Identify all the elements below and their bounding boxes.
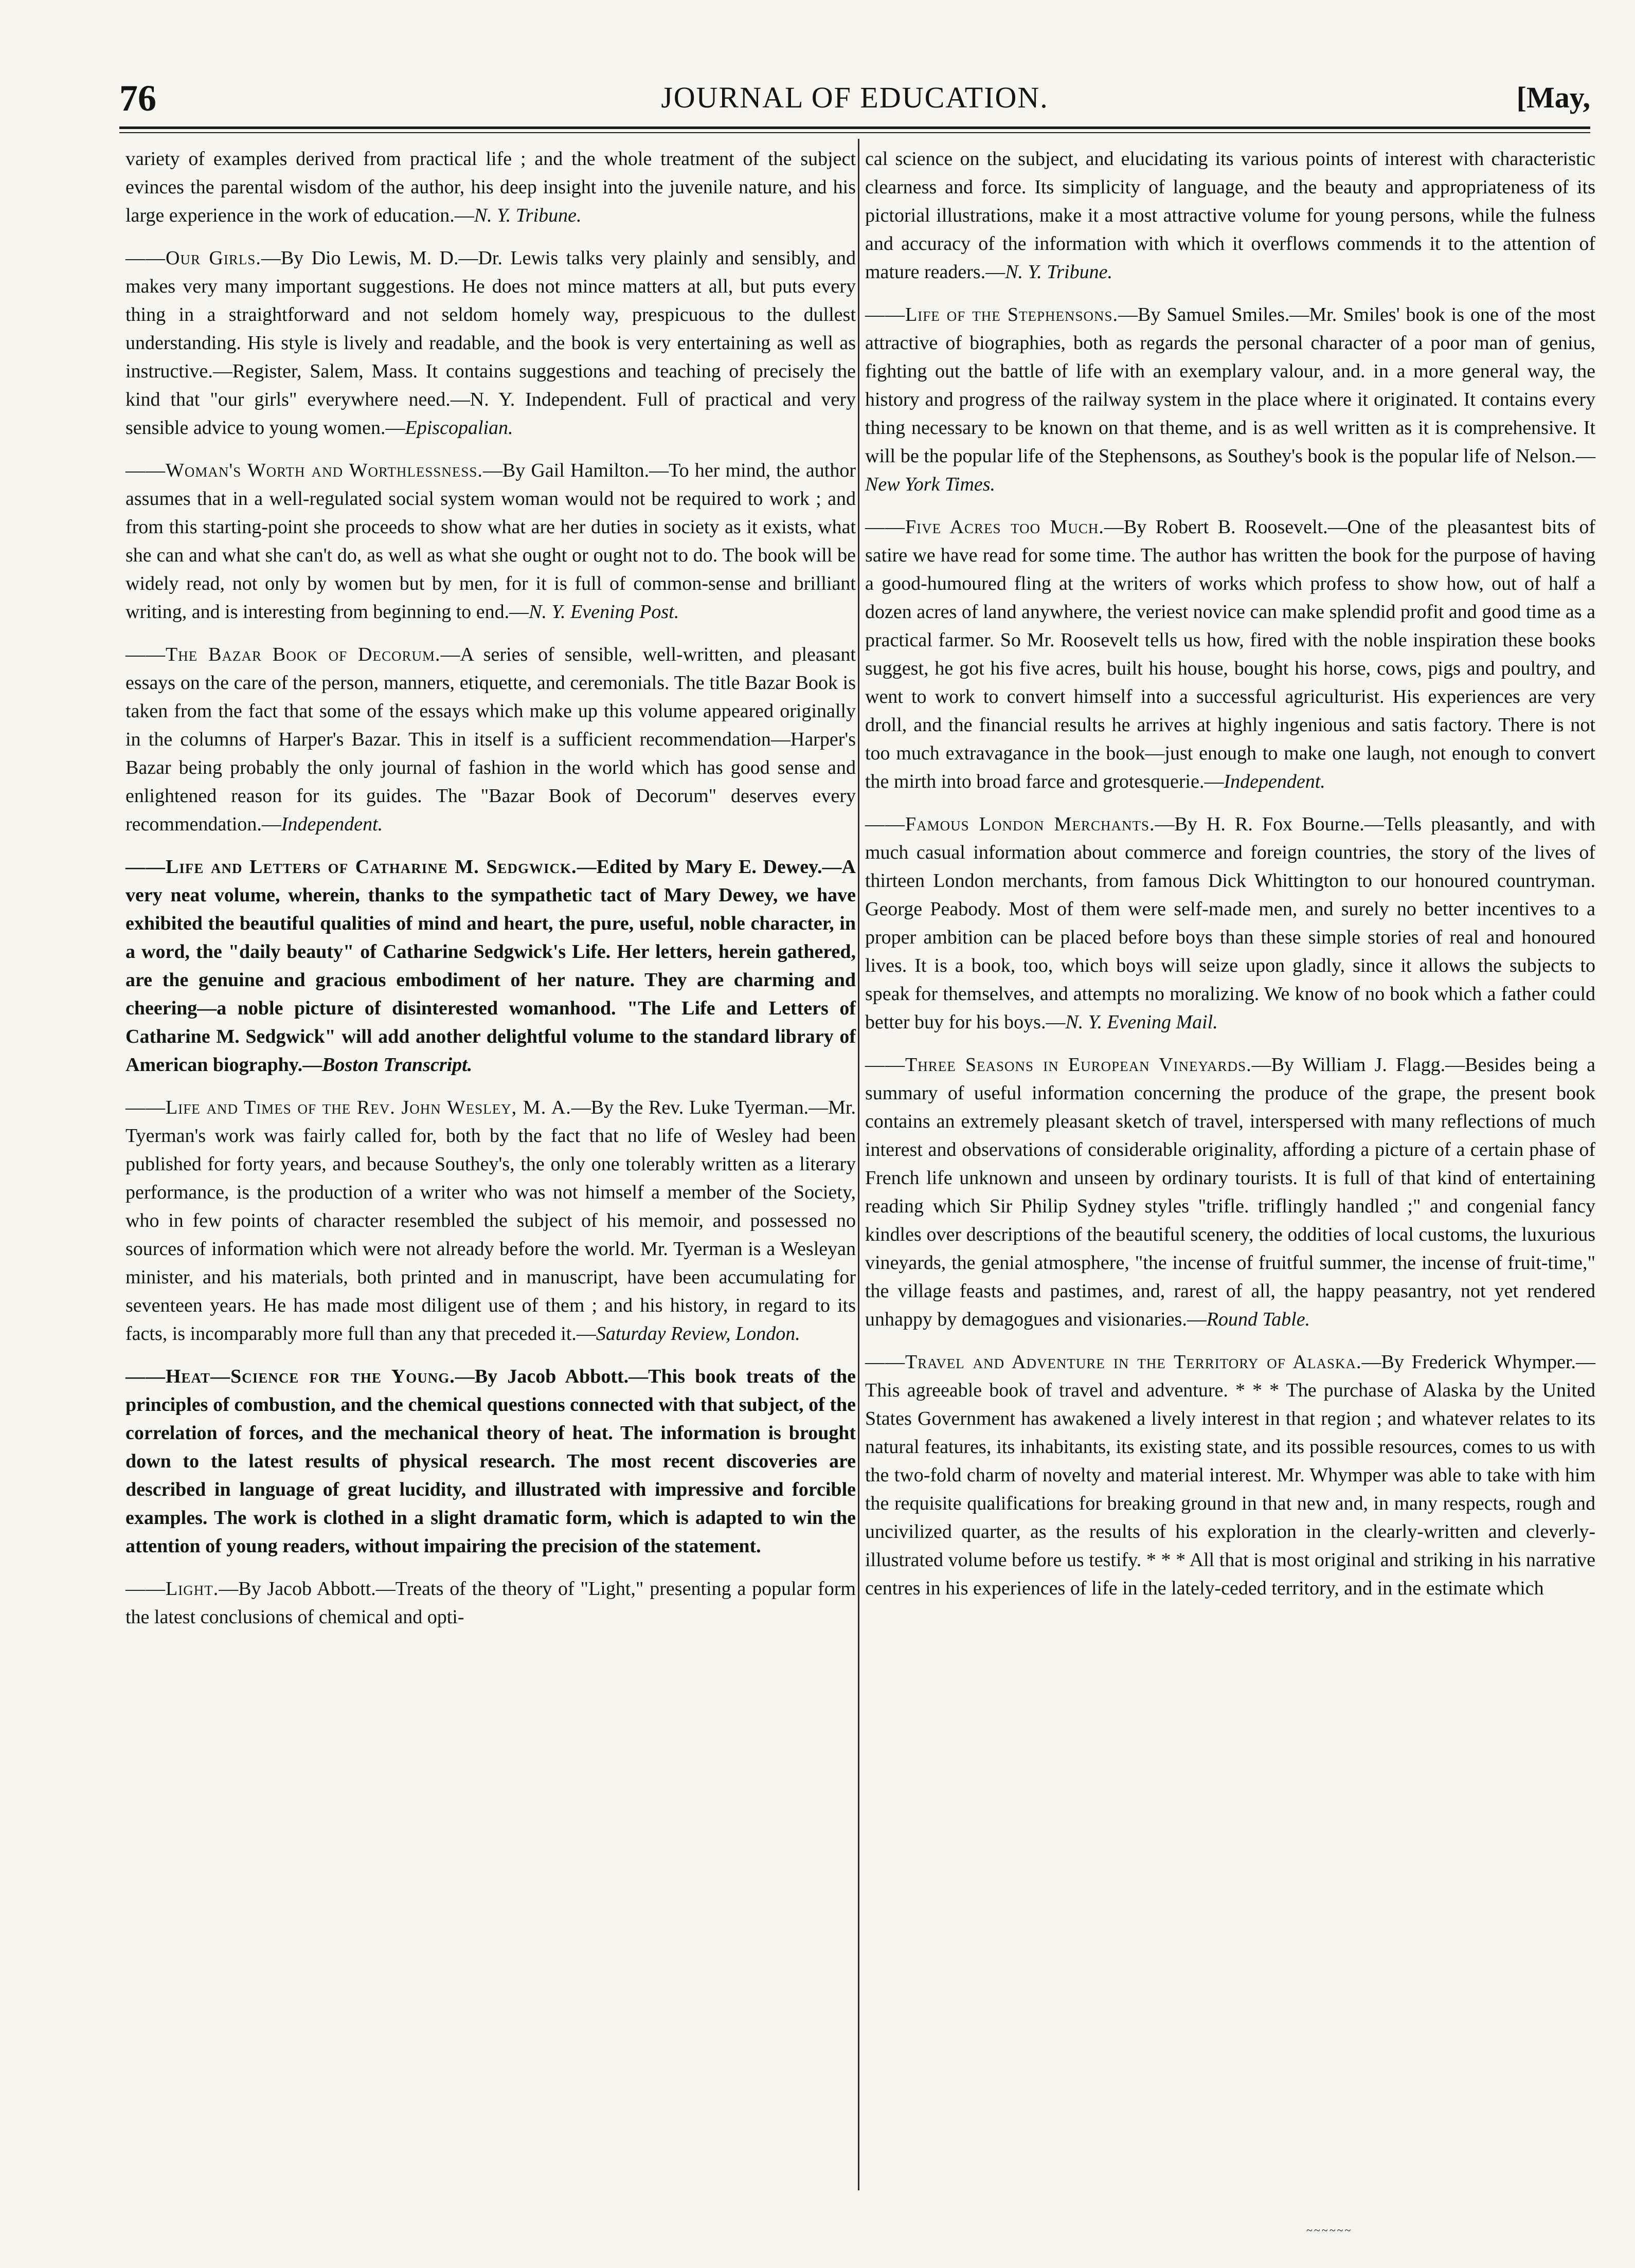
review-text: —A series of sensible, well-written, and pleasant essays on the care of the person, manners, etiquette, and ceremonials. The title Bazar Book is taken from the fact that some of the essays which make up this volume appeared originally in the columns of Harper's Bazar. This in itself is a sufficient recommendation—Harper's Bazar being probably the only journal of fashion in the world which has good sense and enlightened reason for its guides. The "Bazar Book of Decorum" deserves every recommendation.— xyxy=(125,644,856,835)
review-heading: ——Heat—Science for the Young. xyxy=(125,1366,455,1387)
page-number: 76 xyxy=(119,78,156,119)
left-column xyxy=(125,145,856,1646)
journal-title: JOURNAL OF EDUCATION. xyxy=(661,81,1049,114)
review-source: N. Y. Evening Post. xyxy=(529,601,679,623)
review-heading: ——Our Girls. xyxy=(125,247,261,269)
review-entry xyxy=(125,1363,856,1561)
review-heading: ——Light. xyxy=(125,1578,219,1600)
review-entry xyxy=(125,1094,856,1348)
review-heading: ——Woman's Worth and Worthlessness. xyxy=(125,460,483,481)
review-heading: ——Life and Times of the Rev. John Wesley, M. A. xyxy=(125,1097,571,1118)
review-text: cal science on the subject, and elucidating its various points of interest with characteristic clearness and force. Its simplicity of language, and the beauty and appropriateness of its pictorial illustrations, make it a most attractive volume for young persons, while the fulness and accuracy of the information with which it overflows commends it to the attention of mature readers.— xyxy=(865,148,1595,283)
review-source: N. Y. Tribune. xyxy=(474,205,582,226)
review-text: —By William J. Flagg.—Besides being a summary of useful information concerning the produce of the grape, the present book contains an extremely pleasant sketch of travel, interspersed with many reflections of much interest and observations of considerable originality, affording a picture of a certain phase of French life unknown and unseen by ordinary tourists. It is full of that kind of entertaining reading which Sir Philip Sydney styles "trifle. triflingly handled ;" and congenial fancy kindles over descriptions of the beautiful scenery, the oddities of local customs, the luxurious vineyards, the genial atmosphere, "the incense of fruitful summer, the incense of fruit-time," the village feasts and pastimes, and, rarest of all, the happy peasantry, not yet rendered unhappy by demagogues and visionaries.— xyxy=(865,1054,1595,1330)
right-column xyxy=(865,145,1595,1617)
review-entry xyxy=(865,1348,1595,1603)
review-entry xyxy=(125,853,856,1079)
review-entry xyxy=(865,513,1595,796)
review-heading: ——Life and Letters of Catharine M. Sedgwick. xyxy=(125,856,577,878)
review-text: —By Robert B. Roosevelt.—One of the pleasantest bits of satire we have read for some time. The author has written the book for the purpose of having a good-humoured fling at the writers of works which profess to show how, out of half a dozen acres of land anywhere, the veriest novice can make splendid profit and good time as a practical farmer. So Mr. Roosevelt tells us how, fired with the noble inspiration these books suggest, he got his five acres, built his house, bought his horse, cows, pigs and poultry, and went to work to convert himself into a successful agriculturist. His experiences are very droll, and the financial results he arrives at highly ingenious and satis factory. There is not too much extravagance in the book—just enough to make one laugh, not enough to convert the mirth into broad farce and grotesquerie.— xyxy=(865,516,1595,792)
issue-month: [May, xyxy=(1516,81,1590,114)
review-text: —By Frederick Whymper.—This agreeable book of travel and adventure. * * * The purchase of Alaska by the United States Government has awakened a lively interest in that region ; and whatever relates to its natural features, its inhabitants, its existing state, and its possible resources, comes to us with the two-fold charm of novelty and material interest. Mr. Whymper was able to take with him the requisite qualifications for breaking ground in that new and, in many respects, rough and uncivilized quarter, as the results of his exploration in the clearly-written and cleverly-illustrated volume before us testify. * * * All that is most original and striking in his narrative centres in his experiences of life in the lately-ceded territory, and in the estimate which xyxy=(865,1351,1595,1599)
review-text: —By Jacob Abbott.—This book treats of the principles of combustion, and the chemical questions connected with that subject, of the correlation of forces, and the mechanical theory of heat. The information is brought down to the latest results of physical research. The most recent discoveries are described in language of great lucidity, and illustrated with impressive and forcible examples. The work is clothed in a slight dramatic form, which is adapted to win the attention of young readers, without impairing the precision of the statement. xyxy=(125,1366,856,1557)
review-entry xyxy=(125,244,856,442)
review-source: Boston Transcript. xyxy=(322,1054,473,1076)
review-text: —By Gail Hamilton.—To her mind, the author assumes that in a well-regulated social system woman would not be required to work ; and from this starting-point she proceeds to show what are her duties in society as it exists, what she can and what she can't do, as well as what she ought or ought not to do. The book will be widely read, not only by women but by men, for it is full of common-sense and brilliant writing, and is interesting from beginning to end.— xyxy=(125,460,856,623)
review-text: —Edited by Mary E. Dewey.—A very neat volume, wherein, thanks to the sympathetic tact of Mary Dewey, we have exhibited the beautiful qualities of mind and heart, the pure, useful, noble character, in a word, the "daily beauty" of Catharine Sedgwick's Life. Her letters, herein gathered, are the genuine and gracious embodiment of her nature. They are charming and cheering—a noble picture of disinterested womanhood. "The Life and Letters of Catharine M. Sedgwick" will add another delightful volume to the standard library of American biography.— xyxy=(125,856,856,1076)
column-divider xyxy=(858,139,859,2190)
header-rule-thin xyxy=(119,132,1590,133)
review-text: —By Samuel Smiles.—Mr. Smiles' book is one of the most attractive of biographies, both as regards the personal character of a poor man of genius, fighting out the battle of life with an exemplary valour, and. in a more general way, the history and progress of the railway system in the place where it originated. It contains every thing necessary to be known on that theme, and is as well written as it is comprehensive. It will be the popular life of the Stephensons, as Southey's book is the popular life of Nelson.— xyxy=(865,304,1595,467)
review-text: —By Jacob Abbott.—Treats of the theory of "Light," presenting a popular form the latest conclusions of chemical and opti- xyxy=(125,1578,856,1628)
review-entry xyxy=(865,1051,1595,1334)
printer-mark: ~~~~~~ xyxy=(1306,2224,1353,2237)
review-source: N. Y. Evening Mail. xyxy=(1065,1011,1218,1033)
review-heading: ——Travel and Adventure in the Territory of Alaska. xyxy=(865,1351,1362,1373)
review-entry xyxy=(125,641,856,839)
review-entry xyxy=(865,810,1595,1037)
review-heading: ——Five Acres too Much. xyxy=(865,516,1104,538)
review-entry xyxy=(125,457,856,626)
header-rule-thick xyxy=(119,126,1590,129)
review-entry xyxy=(865,145,1595,286)
review-heading: ——Famous London Merchants. xyxy=(865,813,1155,835)
review-source: Saturday Review, London. xyxy=(596,1323,800,1345)
review-text: variety of examples derived from practical life ; and the whole treatment of the subject evinces the parental wisdom of the author, his deep insight into the juvenile nature, and his large experience in the work of education.— xyxy=(125,148,856,226)
review-source: Independent. xyxy=(281,813,383,835)
review-source: Independent. xyxy=(1224,771,1325,792)
review-source: Episcopalian. xyxy=(405,417,513,439)
review-heading: ——The Bazar Book of Decorum. xyxy=(125,644,441,665)
review-entry xyxy=(125,145,856,230)
review-heading: ——Life of the Stephensons. xyxy=(865,304,1118,325)
review-entry xyxy=(865,301,1595,499)
review-entry xyxy=(125,1575,856,1631)
page-header xyxy=(119,77,1590,123)
review-text: —By Dio Lewis, M. D.—Dr. Lewis talks very plainly and sensibly, and makes very many important suggestions. He does not mince matters at all, but puts every thing in a straightforward and not seldom homely way, prespicuous to the dullest understanding. His style is lively and readable, and the book is very entertaining as well as instructive.—Register, Salem, Mass. It contains suggestions and teaching of precisely the kind that "our girls" everywhere need.—N. Y. Independent. Full of practical and very sensible advice to young women.— xyxy=(125,247,856,439)
review-source: New York Times. xyxy=(865,474,996,495)
review-source: N. Y. Tribune. xyxy=(1005,261,1112,283)
review-text: —By H. R. Fox Bourne.—Tells pleasantly, and with much casual information about commerce and foreign countries, the story of the lives of thirteen London merchants, from famous Dick Whittington to our honoured countryman. George Peabody. Most of them were self-made men, and surely no better incentives to a proper ambition can be placed before boys than these simple stories of real and honoured lives. It is a book, too, which boys will seize upon gladly, since it allows the subjects to speak for themselves, and attempts no moralizing. We know of no book which a father could better buy for his boys.— xyxy=(865,813,1595,1033)
review-heading: ——Three Seasons in European Vineyards. xyxy=(865,1054,1252,1076)
review-text: —By the Rev. Luke Tyerman.—Mr. Tyerman's work was fairly called for, both by the fact that no life of Wesley had been published for forty years, and because Southey's, the only one tolerably written as a literary performance, is the production of a writer who was not himself a member of the Society, who in few points of character resembled the subject of his memoir, and possessed no sources of information which were not already before the world. Mr. Tyerman is a Wesleyan minister, and his materials, both printed and in manuscript, have been accumulating for seventeen years. He has made most diligent use of them ; and his history, in regard to its facts, is incomparably more full than any that preceded it.— xyxy=(125,1097,856,1345)
review-source: Round Table. xyxy=(1206,1309,1310,1330)
